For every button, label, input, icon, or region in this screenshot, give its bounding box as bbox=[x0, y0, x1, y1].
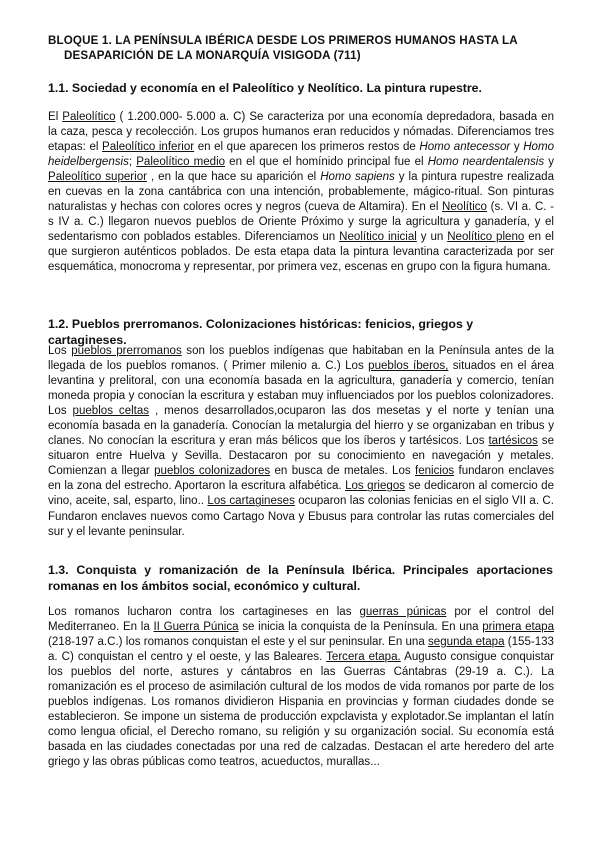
term-pueblos-prerromanos: pueblos prerromanos bbox=[71, 345, 182, 357]
term-neolitico-inicial: Neolítico inicial bbox=[339, 231, 417, 244]
title-line-1: BLOQUE 1. LA PENÍNSULA IBÉRICA DESDE LOS PRIMEROS HUMANOS HASTA LA bbox=[48, 34, 518, 47]
term-cartagineses: Los cartagineses bbox=[207, 495, 295, 508]
term-fenicios: fenicios bbox=[414, 465, 455, 478]
section-3-paragraph: Los romanos lucharon contra los cartagineses en las guerras púnicas por el control del Mediterraneo. En la II Guerra Púnica se inicia la conquista de la Península. En una primera etapa (218-197 a.C.) los romanos conquistan el este y el sur peninsular. En una segunda etapa (155-133 a. C) conquistan el centro y el oeste, y las Baleares. Tercera etapa. Augusto consigue conquistar los pueblos del norte, astures y cántabros en las Guerras Cántabras (29-19 a. C.). La romanización es el proceso de asimilación cultural de los modos de vida romanos por parte de los pueblos indígenas. Los romanos dividieron Hispania en provincias y forman ciudades donde se establecieron. Se impone un sistema de producción expclavista y explotador.Se implantan el latín como lengua oficial, el Derecho romano, su religión y su organización social. Su economía está basada en las ciudades conectadas por una red de calzadas. Destacan el arte heredero del arte griego y las obras públicas como teatros, acueductos, murallas... bbox=[48, 606, 555, 769]
section-3-heading: 1.3. Conquista y romanización de la Península Ibérica. Principales aportaciones romanas en los ámbitos social, económico y cultural. bbox=[48, 563, 553, 593]
section-1-paragraph: El Paleolítico ( 1.200.000- 5.000 a. C) Se caracteriza por una economía depredadora, basada en la caza, pesca y recolección. Los grupos humanos eran reducidos y nómadas. Diferenciamos tres etapas: el Paleolítico inferior en el que aparecen los primeros restos de Homo antecessor y Homo heidelbergensis; Paleolítico medio en el que el homínido principal fue el Homo neardentalensis y Paleolítico superior , en la que hace su aparición el Homo sapiens y la pintura rupestre realizada en cuevas en la zona cantábrica con una intención, probablemente, mágico-ritual. Son pinturas naturalistas y hechas con colores ocres y negros (cueva de Altamira). En el Neolítico (s. VI a. C. - s IV a. C.) llegaron nuevos pueblos de Oriente Próximo y surge la agricultura y ganadería, y el sedentarismo con poblados estables. Diferenciamos un Neolítico inicial y un Neolítico pleno en el que surgieron auténticos poblados. De esta etapa data la pintura levantina caracterizada por ser esquemática, monocroma y representar, por primera vez, escenas en grupo con la figura humana. bbox=[48, 111, 555, 274]
term-paleolitico-superior: Paleolítico superior bbox=[48, 171, 147, 184]
term-ii-guerra-punica: II Guerra Púnica bbox=[153, 621, 239, 634]
term-griegos: Los griegos bbox=[345, 480, 406, 493]
term-neolitico-pleno: Neolítico pleno bbox=[447, 231, 525, 244]
term-paleolitico-medio: Paleolítico medio bbox=[136, 156, 226, 169]
term-neolitico: Neolítico bbox=[442, 201, 487, 214]
term-primera-etapa: primera etapa bbox=[482, 621, 555, 634]
section-2-heading: 1.2. Pueblos prerromanos. Colonizaciones históricas: fenicios, griegos y cartagineses. bbox=[48, 317, 474, 347]
title-line-2: DESAPARICIÓN DE LA MONARQUÍA VISIGODA (711) bbox=[64, 49, 361, 62]
term-tartesicos: tartésicos bbox=[488, 435, 538, 448]
term-paleolitico: Paleolítico bbox=[62, 111, 116, 123]
section-1-heading: 1.1. Sociedad y economía en el Paleolítico y Neolítico. La pintura rupestre. bbox=[48, 81, 482, 95]
term-paleolitico-inferior: Paleolítico inferior bbox=[102, 141, 195, 154]
species-homo-heidelbergensis: Homo heidelbergensis bbox=[48, 141, 554, 169]
term-tercera-etapa: Tercera etapa. bbox=[326, 651, 401, 664]
term-pueblos-colonizadores: pueblos colonizadores bbox=[154, 465, 271, 478]
species-homo-sapiens: Homo sapiens bbox=[320, 171, 395, 184]
species-homo-neardentalensis: Homo neardentalensis bbox=[427, 156, 545, 169]
section-2-paragraph: Los pueblos prerromanos son los pueblos indígenas que habitaban en la Península antes de la llegada de los pueblos romanos. ( Primer milenio a. C.) Los pueblos íberos, situados en el área levantina y prelitoral, con una economía basada en la agricultura, ganadería y comercio, tenían moneda propia y conocían la escritura y estaban muy influenciados por los pueblos colonizadores. Los pueblos celtas , menos desarrollados,ocuparon las dos mesetas y el norte y tenían una economía basada en la ganadería. Conocían la metalurgia del hierro y se organizaban en tribus y clanes. No conocían la escritura y eran más bélicos que los íberos y tartésicos. Los tartésicos se situaron entre Huelva y Sevilla. Destacaron por su conocimiento en navegación y metales. Comienzan a llegar pueblos colonizadores en busca de metales. Los fenicios fundaron enclaves en la zona del estrecho. Aportaron la escritura alfabética. Los griegos se dedicaron al comercio de vino, aceite, sal, esparto, lino.. Los cartagineses ocuparon las colonias fenicias en el siglo VII a. C. Fundaron enclaves nuevos como Cartago Nova y Ebusus para controlar las rutas comerciales del sur y el levante peninsular. bbox=[48, 345, 555, 538]
term-pueblos-iberos: pueblos íberos, bbox=[368, 360, 449, 373]
page-title bbox=[48, 33, 553, 63]
species-homo-antecessor: Homo antecessor bbox=[419, 141, 511, 154]
term-guerras-punicas: guerras púnicas bbox=[359, 606, 447, 618]
term-pueblos-celtas: pueblos celtas bbox=[72, 405, 150, 418]
term-segunda-etapa: segunda etapa bbox=[428, 636, 505, 649]
